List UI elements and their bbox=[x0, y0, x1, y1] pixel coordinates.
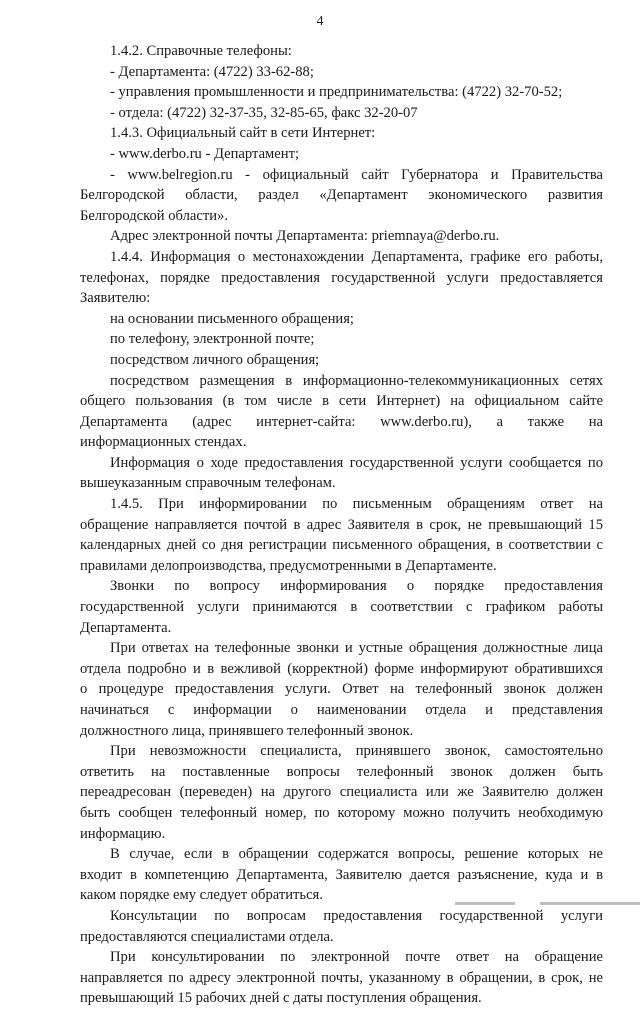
text-line: обращение направляется почтой в адрес Заявителя в срок, не превышающий 15 bbox=[80, 516, 603, 533]
text-line: Департамента (адрес интернет-сайта: www.derbo.ru), а также на bbox=[80, 413, 603, 430]
text-line: начинаться с информации о наименовании отдела и представления bbox=[80, 702, 603, 718]
text-line: ответить на поставленные вопросы телефонный звонок должен быть bbox=[80, 763, 603, 780]
text-line: 1.4.5. При информировании по письменным обращениям ответ на bbox=[110, 496, 603, 513]
text-line: Информация о ходе предоставления государственной услуги сообщается по bbox=[110, 454, 603, 471]
document-body bbox=[80, 41, 603, 1009]
text-line: быть сообщен телефонный номер, по которому можно получить необходимую bbox=[80, 804, 603, 821]
text-line: Белгородской области». bbox=[80, 207, 228, 224]
text-line: телефонах, порядке предоставления государственной услуги предоставляется bbox=[80, 269, 603, 286]
text-line: государственной услуги принимаются в соответствии с графиком работы bbox=[80, 599, 603, 616]
text-line: общего пользования (в том числе в сети Интернет) на официальном сайте bbox=[80, 393, 603, 410]
text-line: отдела подробно и в вежливой (корректной) форме информируют обратившихся bbox=[80, 660, 603, 677]
text-line: посредством личного обращения; bbox=[110, 351, 320, 368]
text-line: Звонки по вопросу информирования о порядке предоставления bbox=[110, 578, 603, 595]
text-line: - www.derbo.ru - Департамент; bbox=[110, 145, 300, 162]
text-line: 1.4.4. Информация о местонахождении Департамента, графике его работы, bbox=[110, 248, 603, 265]
text-line: Консультации по вопросам предоставления государственной услуги bbox=[110, 907, 603, 924]
text-line: При консультировании по электронной почте ответ на обращение bbox=[110, 949, 603, 966]
text-line: входит в компетенцию Департамента, Заявителю дается разъяснение, куда и в bbox=[80, 866, 603, 883]
text-line: 1.4.2. Справочные телефоны: bbox=[110, 43, 292, 59]
text-line: должностного лица, принявшего телефонный звонок. bbox=[80, 722, 414, 739]
text-line: вышеуказанным справочным телефонам. bbox=[80, 475, 336, 492]
text-line: календарных дней со дня регистрации письменного обращения, в соответствии с bbox=[80, 537, 603, 554]
text-line: превышающий 15 рабочих дней с даты поступления обращения. bbox=[80, 990, 482, 1007]
text-line: на основании письменного обращения; bbox=[110, 310, 354, 327]
text-line: - www.belregion.ru - официальный сайт Губернатора и Правительства bbox=[110, 166, 603, 183]
text-line: Департамента. bbox=[80, 619, 172, 636]
text-line: Белгородской области, раздел «Департамент экономического развития bbox=[80, 187, 603, 204]
text-line: - Департамента: (4722) 33-62-88; bbox=[110, 63, 314, 80]
text-line: Адрес электронной почты Департамента: priemnaya@derbo.ru. bbox=[110, 228, 500, 245]
text-line: Заявителю: bbox=[80, 290, 151, 307]
text-line: - управления промышленности и предпринимательства: (4722) 32-70-52; bbox=[110, 84, 563, 101]
page-number: 4 bbox=[316, 14, 324, 29]
text-line: по телефону, электронной почте; bbox=[110, 331, 315, 348]
text-line: информацию. bbox=[80, 825, 166, 842]
text-line: посредством размещения в информационно-телекоммуникационных сетях bbox=[110, 372, 603, 389]
text-line: - отдела: (4722) 32-37-35, 32-85-65, факс 32-20-07 bbox=[110, 104, 418, 121]
text-line: направляется по адресу электронной почты, указанному в обращении, в срок, не bbox=[80, 969, 603, 986]
text-line: предоставляются специалистами отдела. bbox=[80, 928, 334, 945]
text-line: информационных стендах. bbox=[80, 434, 247, 451]
text-line: о процедуре предоставления услуги. Ответ на телефонный звонок должен bbox=[80, 681, 603, 698]
text-line: каком порядке ему следует обратиться. bbox=[80, 887, 323, 904]
text-line: переадресован (переведен) на другого специалиста или же Заявителю должен bbox=[80, 784, 603, 801]
text-line: При ответах на телефонные звонки и устные обращения должностные лица bbox=[110, 640, 603, 657]
text-line: При невозможности специалиста, принявшего звонок, самостоятельно bbox=[110, 743, 603, 760]
text-line: В случае, если в обращении содержатся вопросы, решение которых не bbox=[110, 846, 603, 863]
text-line: правилами делопроизводства, предусмотренными в Департаменте. bbox=[80, 557, 497, 574]
text-line: 1.4.3. Официальный сайт в сети Интернет: bbox=[110, 125, 376, 142]
